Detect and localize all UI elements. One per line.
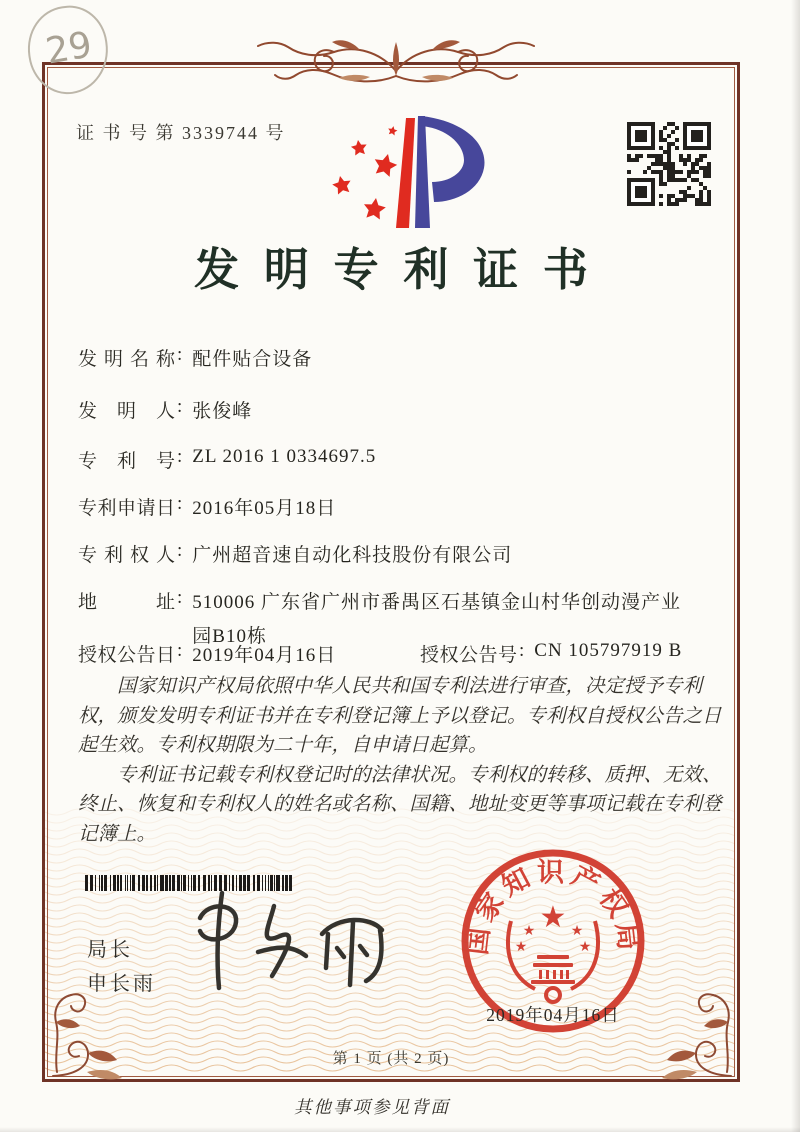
- field-label: 授权公告号: [420, 645, 517, 666]
- field-value: 张俊峰: [192, 401, 253, 422]
- cnipa-ip-logo-icon: [318, 106, 498, 238]
- legal-paragraph-1: 国家知识产权局依照中华人民共和国专利法进行审查，决定授予专利权，颁发发明专利证书并在专利登记簿上予以登记。专利权自授权公告之日起生效。专利权期限为二十年，自申请日起算。: [78, 676, 722, 756]
- bottom-left-flourish-icon: [47, 980, 147, 1080]
- address-line-2: 园B10栋: [192, 626, 267, 647]
- field-filing-date: [78, 493, 726, 520]
- field-label: 专利申请日: [78, 498, 175, 519]
- field-colon: :: [177, 396, 183, 417]
- field-value: [192, 587, 681, 648]
- back-side-note: 其他事项参见背面: [294, 1097, 450, 1117]
- pencil-annotation: [28, 6, 108, 94]
- field-value: 2016年05月18日: [192, 498, 337, 519]
- field-address: [78, 587, 726, 648]
- svg-text:★: ★: [514, 939, 528, 955]
- field-colon: :: [177, 493, 183, 514]
- field-grant-number: [420, 640, 682, 667]
- field-colon: :: [177, 344, 183, 365]
- field-patentee: [78, 540, 726, 567]
- svg-text:★: ★: [578, 939, 592, 955]
- field-label: 地址: [78, 592, 175, 613]
- field-colon: :: [177, 446, 183, 467]
- page-indicator: 第 1 页 (共 2 页): [332, 1051, 450, 1067]
- bottom-right-flourish-icon: [637, 980, 737, 1080]
- svg-text:★: ★: [539, 900, 567, 935]
- field-label: 发明人: [78, 401, 175, 422]
- legal-paragraph-2: 专利证书记载专利权登记时的法律状况。专利权的转移、质押、无效、终止、恢复和专利权人的姓名或名称、国籍、地址变更等事项记载在专利登记簿上。: [78, 764, 722, 845]
- certificate-title: 发明专利证书: [194, 245, 613, 295]
- pencil-number: 29: [42, 24, 96, 73]
- field-colon: :: [177, 640, 183, 661]
- field-grant-date: [78, 640, 726, 667]
- top-flourish-ornament-icon: [246, 30, 546, 94]
- field-label: 授权公告日: [78, 645, 175, 666]
- seal-text: 国家知识产权局: [461, 857, 645, 957]
- field-label: 专利号: [78, 451, 175, 472]
- field-patent-number: [78, 446, 726, 473]
- field-colon: :: [519, 640, 525, 661]
- field-value: 广州超音速自动化科技股份有限公司: [192, 545, 513, 566]
- seal-date: 2019年04月16日: [486, 1005, 620, 1025]
- field-invention-name: [78, 344, 726, 371]
- legal-statement: [78, 672, 728, 849]
- field-inventor: [78, 396, 726, 423]
- qr-code-icon: [627, 122, 713, 208]
- svg-text:★: ★: [522, 923, 536, 939]
- field-value: 2019年04月16日: [192, 645, 337, 666]
- handwritten-signature-icon: [188, 888, 398, 993]
- director-name: 申长雨: [87, 973, 156, 995]
- svg-text:★: ★: [570, 923, 584, 939]
- field-label: 发明名称: [78, 349, 175, 370]
- certificate-number: 证 书 号 第 3339744 号: [76, 123, 286, 143]
- field-value: CN 105797919 B: [534, 640, 683, 661]
- field-value: 配件贴合设备: [192, 349, 313, 370]
- address-line-1: 510006 广东省广州市番禺区石基镇金山村华创动漫产业: [192, 592, 682, 613]
- director-title: 局长: [87, 939, 133, 961]
- field-value: ZL 2016 1 0334697.5: [192, 446, 377, 467]
- field-colon: :: [177, 540, 183, 561]
- national-emblem: [515, 900, 592, 984]
- field-colon: :: [177, 587, 183, 608]
- field-label: 专利权人: [78, 545, 175, 566]
